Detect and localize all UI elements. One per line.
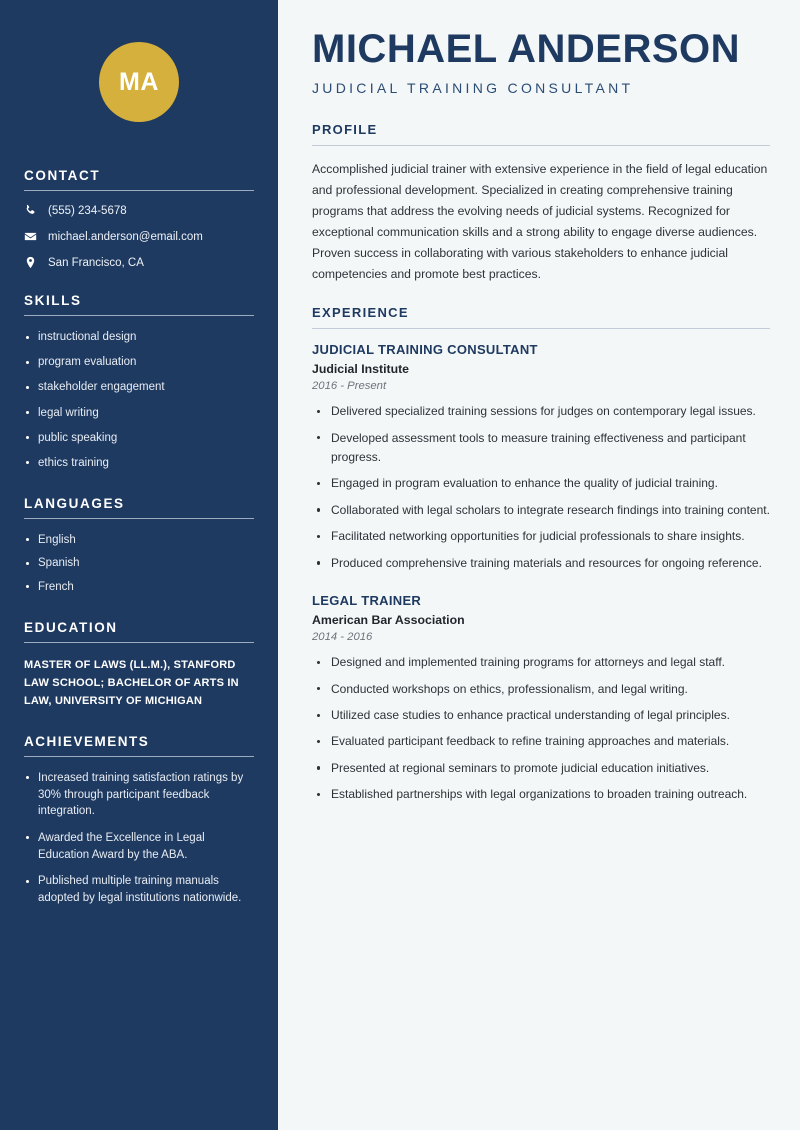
list-item: Developed assessment tools to measure training effectiveness and participant progress. [312, 429, 770, 468]
list-item: Engaged in program evaluation to enhance the quality of judicial training. [312, 474, 770, 493]
list-item: Utilized case studies to enhance practical understanding of legal principles. [312, 706, 770, 725]
list-item: legal writing [24, 405, 254, 422]
profile-section [312, 122, 770, 285]
education-heading: EDUCATION [24, 619, 118, 635]
list-item: public speaking [24, 430, 254, 447]
job-bullets [312, 402, 770, 573]
experience-entry [312, 342, 770, 573]
languages-section [24, 496, 254, 596]
contact-email-value: michael.anderson@email.com [48, 230, 203, 243]
experience-entry [312, 593, 770, 805]
languages-heading: LANGUAGES [24, 495, 125, 511]
list-item: Published multiple training manuals adopted by legal institutions nationwide. [24, 873, 254, 906]
skills-list [24, 329, 254, 472]
contact-section [24, 168, 254, 269]
list-item: program evaluation [24, 354, 254, 371]
job-company: Judicial Institute [312, 362, 410, 377]
profile-heading: PROFILE [312, 122, 378, 138]
achievements-divider [24, 756, 254, 757]
achievements-list [24, 770, 254, 907]
contact-divider [24, 190, 254, 191]
contact-location-value: San Francisco, CA [48, 256, 144, 269]
skills-divider [24, 315, 254, 316]
list-item: Designed and implemented training programs for attorneys and legal staff. [312, 653, 770, 672]
education-text: MASTER OF LAWS (LL.M.), STANFORD LAW SCHOOL; BACHELOR OF ARTS IN LAW, UNIVERSITY OF MICHIGAN [24, 658, 239, 707]
languages-divider [24, 518, 254, 519]
list-item: Delivered specialized training sessions for judges on contemporary legal issues. [312, 402, 770, 421]
job-dates: 2014 - 2016 [312, 631, 373, 644]
list-item: ethics training [24, 455, 254, 472]
envelope-icon [24, 230, 37, 243]
list-item: instructional design [24, 329, 254, 346]
page-title: MICHAEL ANDERSON [312, 27, 741, 71]
profile-text: Accomplished judicial trainer with extensive experience in the field of legal education and professional development. Specialized in creating comprehensive training programs that address the evolving needs of judicial systems. Recognized for exceptional communication skills and a strong ability to engage diverse audiences. Proven success in collaborating with various stakeholders to enhance judicial competencies and promote best practices. [312, 162, 768, 282]
contact-heading: CONTACT [24, 168, 101, 183]
job-dates: 2016 - Present [312, 380, 387, 393]
list-item: Presented at regional seminars to promote judicial education initiatives. [312, 759, 770, 778]
list-item: Collaborated with legal scholars to integrate research findings into training content. [312, 501, 770, 520]
job-bullets [312, 653, 770, 805]
skills-section [24, 293, 254, 472]
list-item: French [24, 579, 254, 596]
job-company: American Bar Association [312, 613, 465, 628]
list-item: Awarded the Excellence in Legal Education Award by the ABA. [24, 830, 254, 863]
experience-heading: EXPERIENCE [312, 305, 409, 321]
list-item: Evaluated participant feedback to refine training approaches and materials. [312, 732, 770, 751]
skills-heading: SKILLS [24, 293, 82, 308]
list-item: English [24, 532, 254, 549]
professional-title: JUDICIAL TRAINING CONSULTANT [312, 80, 634, 97]
avatar: MA [99, 42, 179, 122]
list-item: Produced comprehensive training materials and resources for ongoing reference. [312, 554, 770, 573]
sidebar [0, 0, 278, 1130]
job-role: LEGAL TRAINER [312, 593, 422, 609]
experience-divider [312, 328, 770, 329]
map-pin-icon [24, 256, 37, 269]
languages-list [24, 532, 254, 596]
main-content [278, 0, 800, 1130]
list-item: Spanish [24, 555, 254, 572]
list-item: Facilitated networking opportunities for judicial professionals to share insights. [312, 527, 770, 546]
experience-section [312, 305, 770, 805]
education-section [24, 620, 254, 710]
avatar-container [24, 0, 254, 168]
contact-email-row[interactable] [24, 230, 254, 243]
list-item: stakeholder engagement [24, 379, 254, 396]
achievements-section [24, 734, 254, 907]
contact-phone-row[interactable] [24, 204, 254, 217]
phone-icon [24, 204, 37, 217]
achievements-heading: ACHIEVEMENTS [24, 733, 150, 749]
contact-phone-value: (555) 234-5678 [48, 204, 127, 217]
list-item: Established partnerships with legal organizations to broaden training outreach. [312, 785, 770, 804]
list-item: Conducted workshops on ethics, professionalism, and legal writing. [312, 680, 770, 699]
job-role: JUDICIAL TRAINING CONSULTANT [312, 342, 538, 358]
education-divider [24, 642, 254, 643]
list-item: Increased training satisfaction ratings by 30% through participant feedback integration. [24, 770, 254, 820]
contact-location-row[interactable] [24, 256, 254, 269]
profile-divider [312, 145, 770, 146]
